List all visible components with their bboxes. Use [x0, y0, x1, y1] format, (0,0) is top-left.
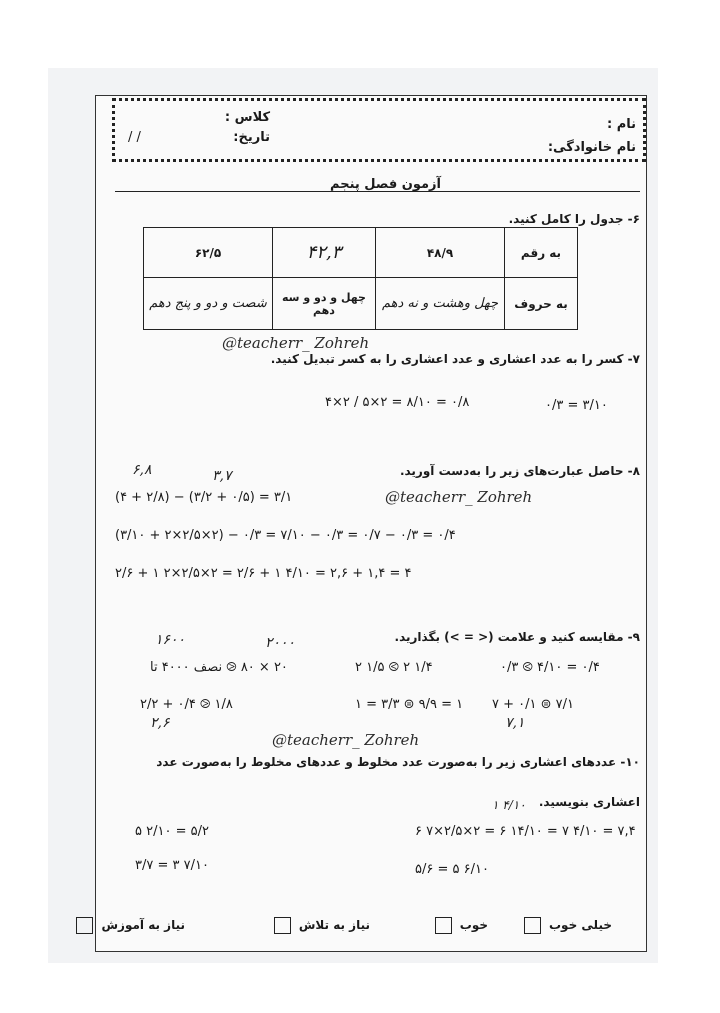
q8-line-1: (۴ + ۲/۸) − (۳/۲ + ۰/۵) = ۳/۱ [115, 490, 293, 505]
cell-digits-3: ۶۲/۵ [144, 228, 273, 278]
date-value: / / [128, 130, 141, 145]
date-label: تاریخ: [233, 130, 270, 145]
cell-words-3: شصت و دو و پنج دهم [144, 278, 273, 330]
q9-item-1: ۲۰ × ۸۰ ⧀ نصف ۴۰۰۰ تا [150, 660, 288, 675]
rating-label: نیاز به تلاش [298, 918, 370, 932]
rating-needs-effort[interactable] [274, 917, 370, 934]
q9-item-2: ۲ ۱/۵ ⧀ ۲ ۱/۴ [355, 660, 433, 675]
class-label: کلاس : [224, 110, 270, 125]
family-name-label: نام خانوادگی: [547, 140, 636, 155]
cell-digits-1: ۴۸/۹ [376, 228, 505, 278]
q10-item-4: ۳/۷ = ۳ ۷/۱۰ [135, 858, 209, 873]
page-title: آزمون فصل پنجم [330, 177, 441, 192]
cell-words-2: چهل و دو و سه دهم [273, 278, 376, 330]
rating-label: خوب [459, 918, 488, 932]
q9-note-3: ۲,۶ [150, 715, 170, 731]
q9-item-5: ۱ = ۳/۳ ⊜ ۹/۹ = ۱ [355, 697, 464, 712]
q9-item-6: ۷ + ۰/۱ ⊜ ۷/۱ [492, 697, 574, 712]
q10-heading-2: اعشاری بنویسید. [538, 795, 640, 809]
q9-item-4: ۲/۲ + ۰/۴ ⧁ ۱/۸ [140, 697, 233, 712]
q8-heading: ۸- حاصل عبارت‌های زیر را به‌دست آورید. [399, 464, 640, 478]
q8-line-2: (۳/۱۰ + ۲×۲/۵×۲) − ۰/۳ = ۷/۱۰ − ۰/۳ = ۰/۷ − ۰/۳ = ۰/۴ [115, 528, 456, 543]
checkbox[interactable] [524, 917, 541, 934]
q9-note-1: ۱۶۰۰ [155, 632, 186, 648]
rating-label: خیلی خوب [549, 918, 612, 932]
checkbox[interactable] [435, 917, 452, 934]
checkbox[interactable] [76, 917, 93, 934]
q7-item-2: ۰/۳ = ۳/۱۰ [545, 398, 608, 413]
row-label-digits: به رقم [505, 228, 578, 278]
q10-heading: ۱۰- عددهای اعشاری زیر را به‌صورت عدد مخلوط و عددهای مخلوط را به‌صورت عدد [156, 755, 640, 769]
number-table [143, 227, 578, 330]
name-label: نام : [606, 117, 636, 132]
q9-note-2: ۲۰۰۰ [265, 635, 296, 651]
rating-label: نیاز به آموزش [101, 918, 185, 932]
watermark-2: @teacherr_ Zohreh [385, 488, 533, 506]
q7-item-1: ۴×۲ / ۵×۲ = ۸/۱۰ = ۰/۸ [325, 395, 470, 410]
q10-note: ۱ ۴/۱۰ [492, 798, 526, 812]
q6-heading: ۶- جدول را کامل کنید. [508, 212, 640, 226]
rating-good[interactable] [435, 917, 488, 934]
q9-note-4: ۷,۱ [505, 715, 525, 731]
cell-digits-2: ۴۲,۳ [273, 228, 376, 278]
q9-item-3: ۰/۳ ⧀ ۴/۱۰ = ۰/۴ [500, 660, 600, 675]
q8-note-2: ۳,۷ [212, 468, 232, 484]
title-divider [115, 191, 640, 192]
q7-heading: ۷- کسر را به عدد اعشاری و عدد اعشاری را به کسر تبدیل کنید. [270, 352, 640, 366]
row-label-words: به حروف [505, 278, 578, 330]
q9-heading: ۹- مقایسه کنید و علامت (< = >) بگذارید. [394, 630, 640, 644]
cell-words-1: چهل وهشت و نه دهم [376, 278, 505, 330]
watermark-1: @teacherr_ Zohreh [222, 334, 370, 352]
q10-item-1: ۶ ۷×۲/۵×۲ = ۶ ۱۴/۱۰ = ۷ ۴/۱۰ = ۷,۴ [415, 824, 636, 839]
q10-item-3: ۵/۶ = ۵ ۶/۱۰ [415, 862, 489, 877]
q8-line-3: ۲/۶ + ۱ ۲×۲/۵×۲ = ۲/۶ + ۱ ۴/۱۰ = ۲,۶ + ۱,۴ = ۴ [115, 566, 412, 581]
rating-needs-training[interactable] [76, 917, 185, 934]
rating-very-good[interactable] [524, 917, 612, 934]
watermark-3: @teacherr_ Zohreh [272, 731, 420, 749]
q10-item-2: ۵ ۲/۱۰ = ۵/۲ [135, 824, 209, 839]
q8-note-1: ۶,۸ [132, 462, 152, 478]
checkbox[interactable] [274, 917, 291, 934]
